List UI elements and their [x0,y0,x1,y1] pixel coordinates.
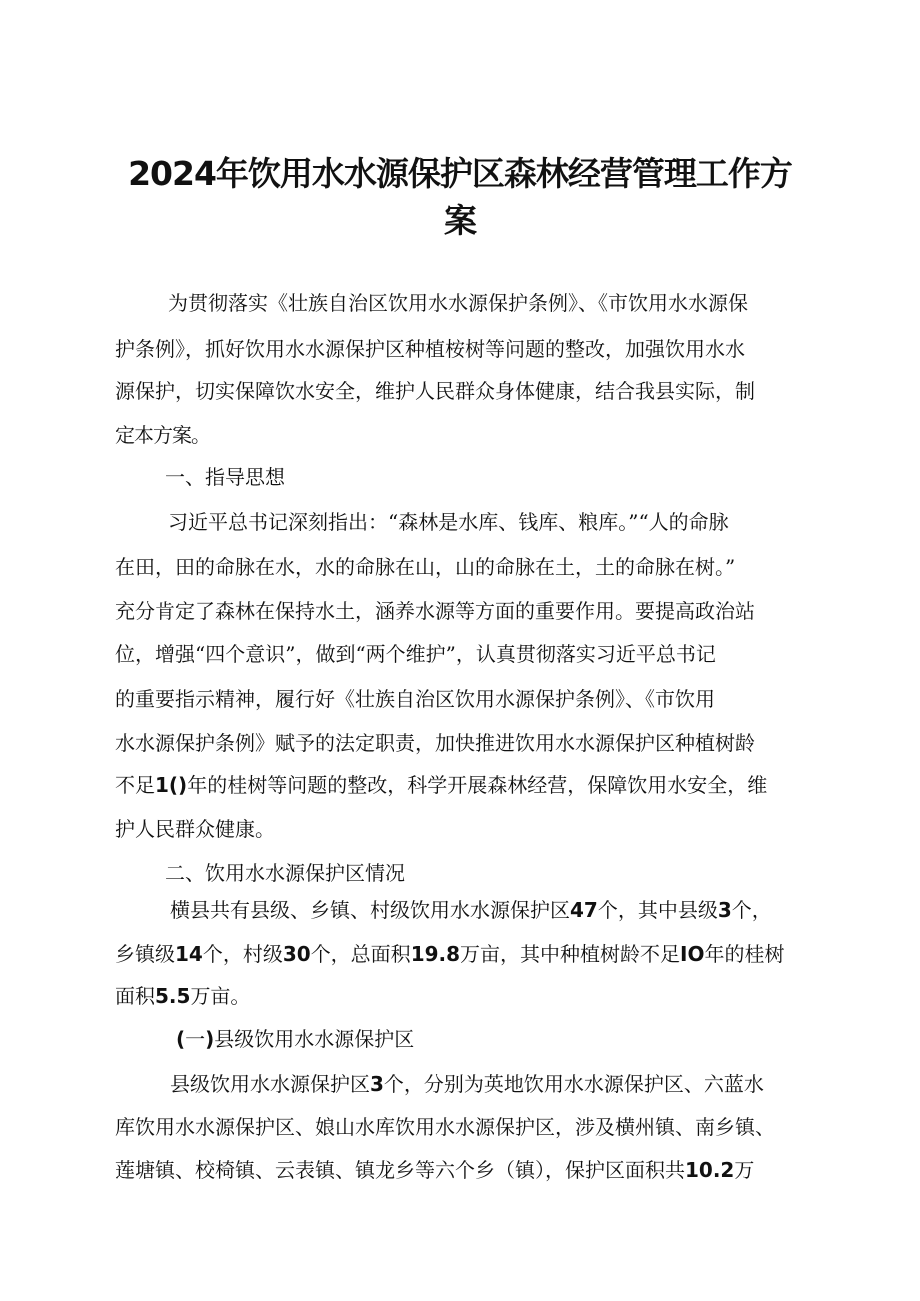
body-text-line: 源保护，切实保障饮水安全，维护人民群众身体健康，结合我县实际，制 [115,379,755,403]
document-title-line-1: 2024年饮用水水源保护区森林经营管理工作方 [128,154,792,193]
body-text-line: 库饮用水水源保护区、娘山水库饮用水水源保护区，涉及横州镇、南乡镇、 [115,1115,775,1139]
body-text-line: 充分肯定了森林在保持水土，涵养水源等方面的重要作用。要提高政治站 [115,599,755,623]
body-text-line: 为贯彻落实《壮族自治区饮用水水源保护条例》、《市饮用水水源保 [168,291,748,315]
document-title-line-2: 案 [444,201,476,240]
body-text-line: 护人民群众健康。 [115,817,275,841]
body-text-line: 县级饮用水水源保护区3个，分别为英地饮用水水源保护区、六蓝水 [170,1072,764,1096]
body-text-line: 面积5.5万亩。 [115,984,251,1008]
body-text-line: 位，增强“四个意识”，做到“两个维护”，认真贯彻落实习近平总书记 [115,642,716,666]
body-text-line: 二、饮用水水源保护区情况 [165,861,405,885]
body-text-line: 在田，田的命脉在水，水的命脉在山，山的命脉在土，土的命脉在树。” [115,555,736,579]
body-text-line: 习近平总书记深刻指出：“森林是水库、钱库、粮库。”“人的命脉 [168,510,729,534]
body-text-line: 莲塘镇、校椅镇、云表镇、镇龙乡等六个乡（镇），保护区面积共10.2万 [115,1158,755,1182]
body-text-line: 护条例》，抓好饮用水水源保护区种植桉树等问题的整改，加强饮用水水 [115,337,745,361]
body-text-line: 水水源保护条例》赋予的法定职责，加快推进饮用水水源保护区种植树龄 [115,731,755,755]
body-text-line: 乡镇级14个，村级30个，总面积19.8万亩，其中种植树龄不足IO年的桂树 [115,942,785,966]
body-text-line: 定本方案。 [115,423,210,447]
body-text-line: (一)县级饮用水水源保护区 [176,1027,415,1051]
body-text-line: 横县共有县级、乡镇、村级饮用水水源保护区47个，其中县级3个， [170,898,772,922]
body-text-line: 一、指导思想 [165,465,285,489]
body-text-line: 不足1()年的桂树等问题的整改，科学开展森林经营，保障饮用水安全，维 [115,773,768,797]
body-text-line: 的重要指示精神，履行好《壮族自治区饮用水源保护条例》、《市饮用 [115,687,715,711]
